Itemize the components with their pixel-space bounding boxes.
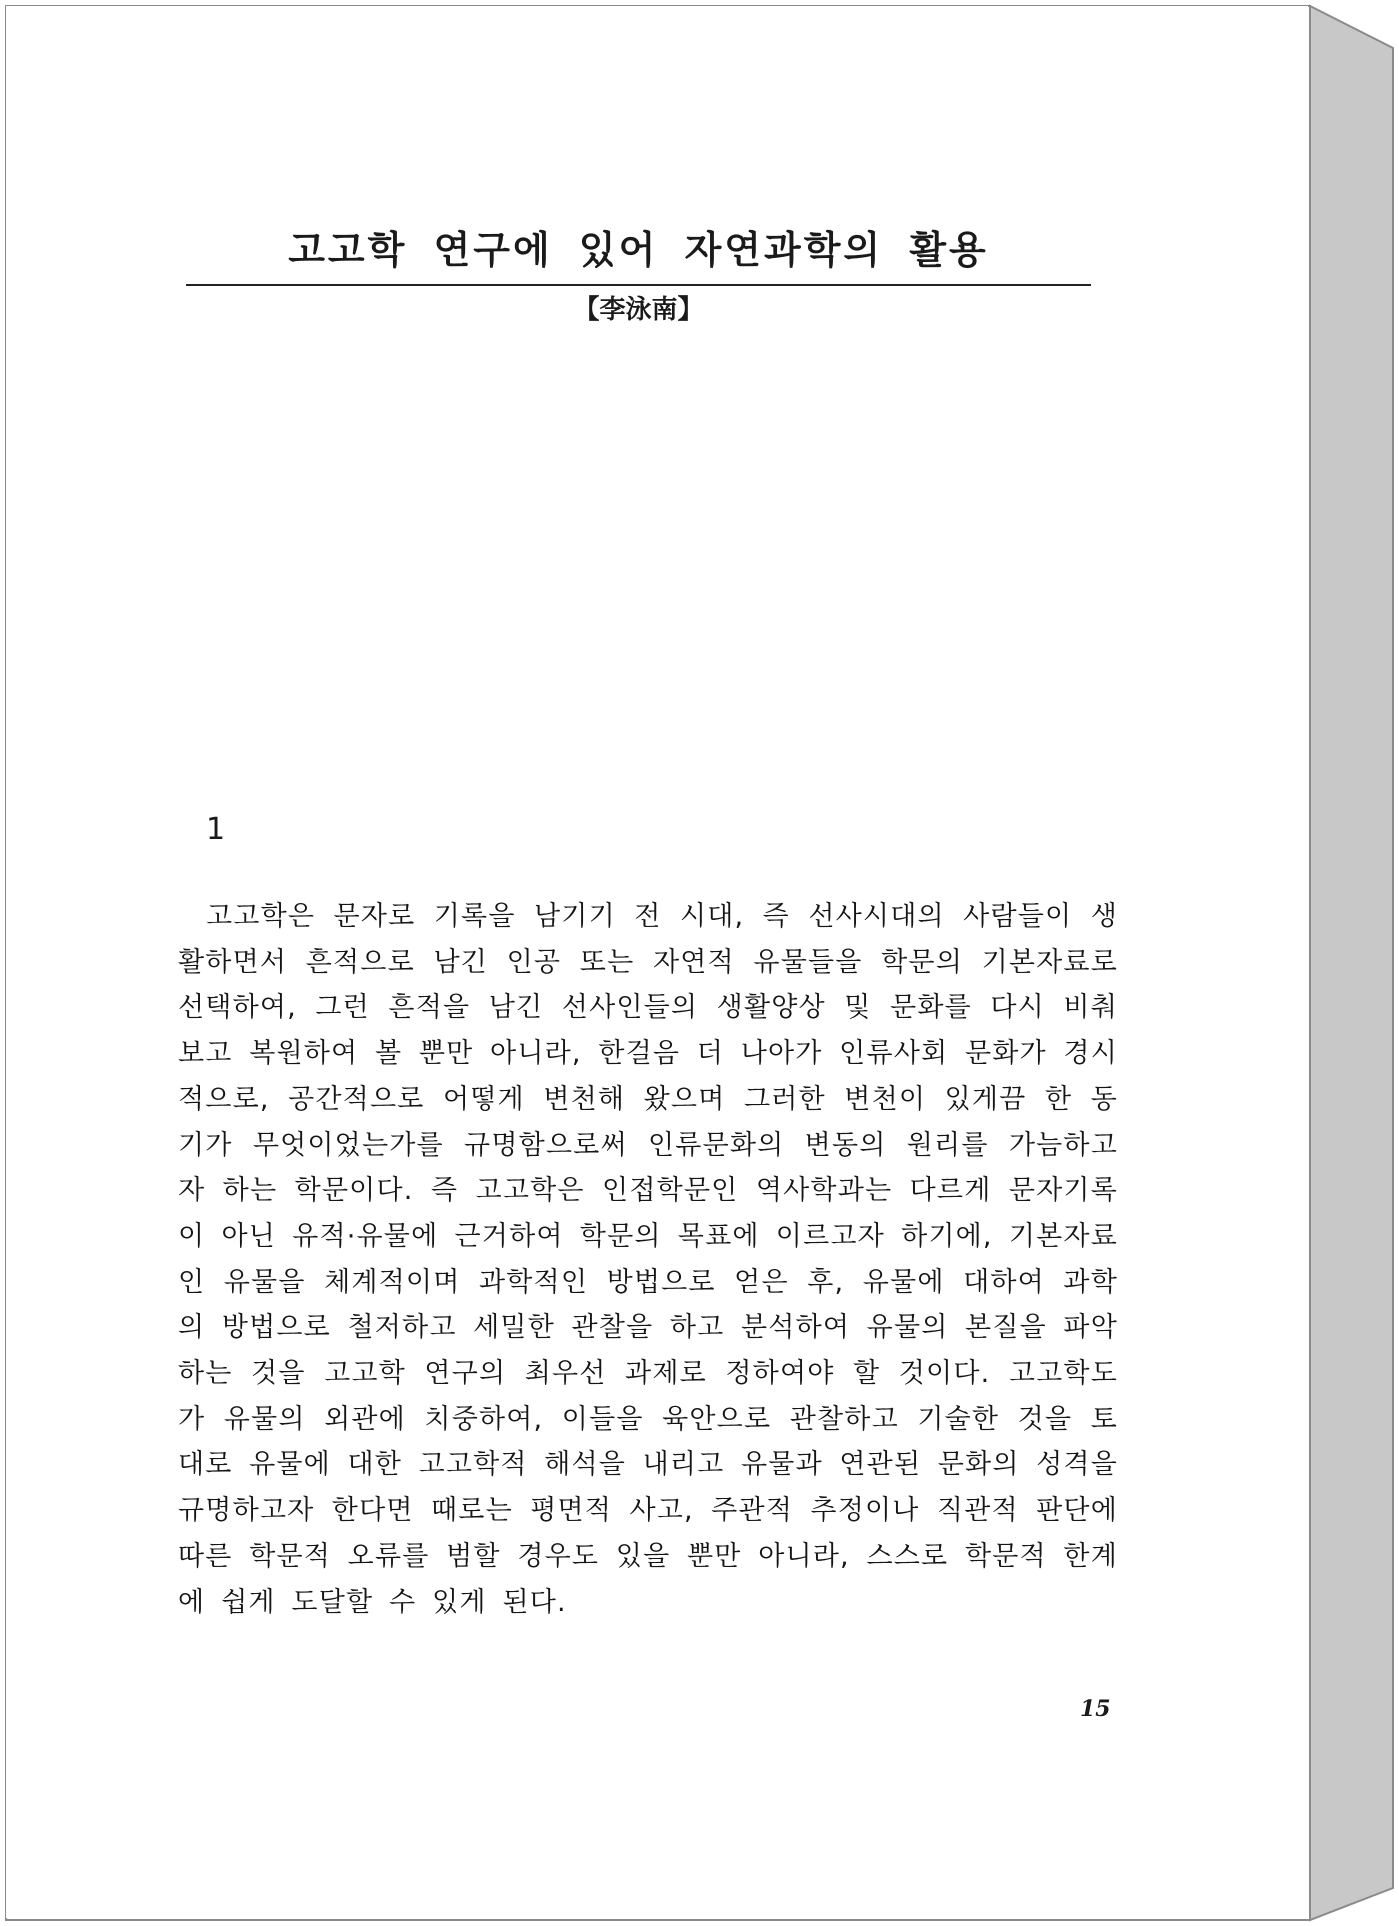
document-page: [6, 6, 1308, 1918]
section-number: 1: [206, 812, 226, 847]
body-paragraph: 고고학은 문자로 기록을 남기기 전 시대, 즉 선사시대의 사람들이 생활하면서 흔적으로 남긴 인공 또는 자연적 유물들을 학문의 기본자료로 선택하여, 그런 흔적을 남긴 선사인들의 생활양상 및 문화를 다시 비춰보고 복원하여 볼 뿐만 아니라, 한걸음 더 나아가 인류사회 문화가 경시적으로, 공간적으로 어떻게 변천해 왔으며 그러한 변천이 있게끔 한 동기가 무엇이었는가를 규명함으로써 인류문화의 변동의 원리를 가늠하고자 하는 학문이다. 즉 고고학은 인접학문인 역사학과는 다르게 문자기록이 아닌 유적·유물에 근거하여 학문의 목표에 이르고자 하기에, 기본자료인 유물을 체계적이며 과학적인 방법으로 얻은 후, 유물에 대하여 과학의 방법으로 철저하고 세밀한 관찰을 하고 분석하여 유물의 본질을 파악하는 것을 고고학 연구의 최우선 과제로 정하여야 할 것이다. 고고학도가 유물의 외관에 치중하여, 이들을 육안으로 관찰하고 기술한 것을 토대로 유물에 대한 고고학적 해석을 내리고 유물과 연관된 문화의 성격을 규명하고자 한다면 때로는 평면적 사고, 주관적 추정이나 직관적 판단에 따른 학문적 오류를 범할 경우도 있을 뿐만 아니라, 스스로 학문적 한계에 쉽게 도달할 수 있게 된다.: [178, 901, 1118, 1618]
article-author: 【李泳南】: [573, 295, 704, 325]
title-underline: [186, 284, 1091, 286]
page-number: 15: [1080, 1696, 1111, 1722]
article-title: 고고학 연구에 있어 자연과학의 활용: [288, 228, 989, 272]
title-block: [186, 224, 1091, 328]
